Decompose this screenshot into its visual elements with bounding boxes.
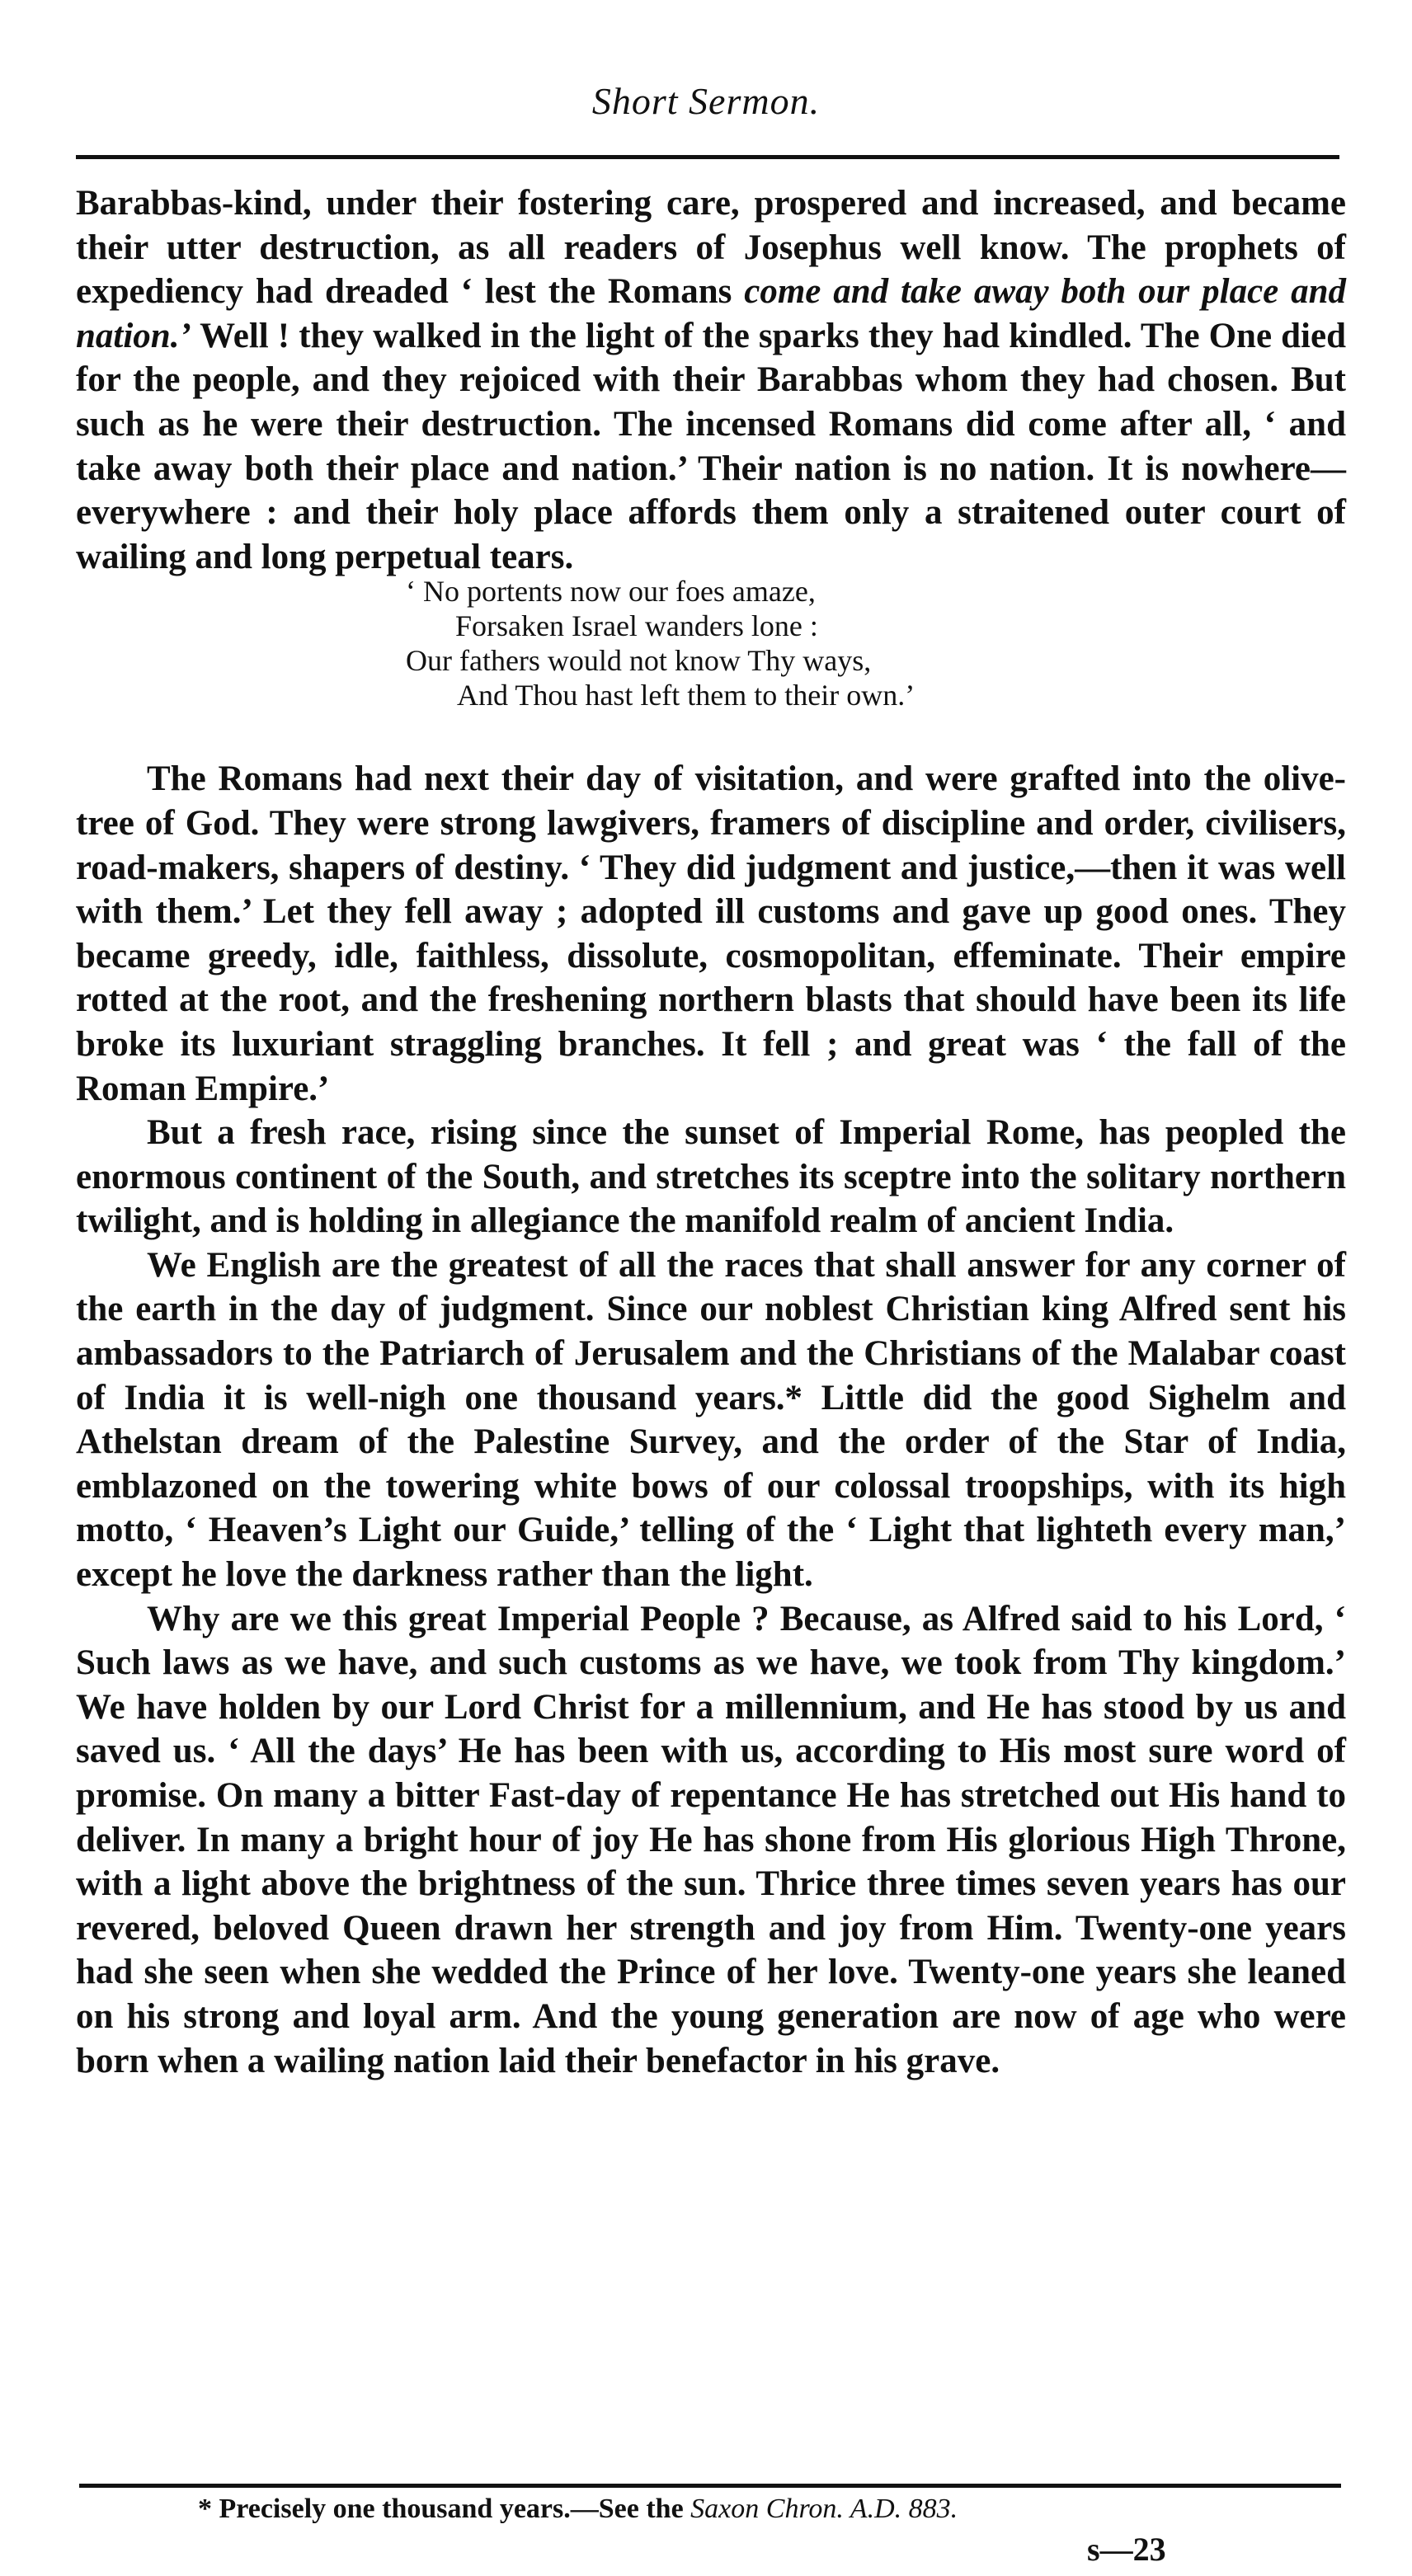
footnote-source: Saxon Chron. A.D. 883. [690,2494,958,2524]
header-rule [76,155,1339,159]
verse-line-3: Our fathers would not know Thy ways, [406,644,872,678]
paragraph-1-continued: Well ! they walked in the light of the sparks they had kindled. The One died for the people, and they rejoiced with their Barabbas whom they had chosen. But such as he were their destruction. The incensed Romans did come after all, ‘ and take away both their place and nation.’ Their nation is no nation. It is nowhere—everywhere : and their holy place affords them only a straitened outer court of wailing and long perpetual tears. [76,316,1346,576]
paragraph-1-italic: come and take away both our place and nation.’ [76,272,1346,355]
paragraph-1-text: Barabbas-kind, under their fostering care, prospered and increased, and became their utter destruction, as all readers of Josephus well know. The prophets of expediency had dreaded ‘ lest the Romans [76,184,1346,312]
verse-line-1: ‘ No portents now our foes amaze, [406,575,816,609]
section-gap [76,712,1346,757]
paragraph-3: But a fresh race, rising since the sunset of Imperial Rome, has peopled the enormous continent of the South, and stretches its sceptre into the solitary northern twilight, and is holding in allegiance the manifold realm of ancient India. [76,1113,1346,1241]
paragraph-5: Why are we this great Imperial People ? Because, as Alfred said to his Lord, ‘ Such laws as we have, and such customs as we have, we took from Thy kingdom.’ We have holden by our Lord Christ for a millennium, and He has stood by us and saved us. ‘ All the days’ He has been with us, according to His most sure word of promise. On many a bitter Fast-day of repentance He has stretched out His hand to deliver. In many a bright hour of joy He has shone from His glorious High Throne, with a light above the brightness of the sun. Thrice three times seven years has our revered, beloved Queen drawn her strength and joy from Him. Twenty-one years had she seen when she wedded the Prince of her love. Twenty-one years she leaned on his strong and loyal arm. And the young generation are now of age who were born when a wailing nation laid their benefactor in his grave. [76,1599,1346,2080]
verse-line-4: And Thou hast left them to their own.’ [457,679,915,712]
paragraph-1 [76,181,1346,579]
verse-line-2: Forsaken Israel wanders lone : [455,609,818,643]
printer-signature: s—23 [1087,2531,1166,2568]
page-body [76,181,1346,2083]
verse-quotation [406,574,1346,712]
running-title: Short Sermon. [591,80,821,122]
footnote-text: * Precisely one thousand years.—See the [198,2494,684,2524]
footnote [198,2494,958,2525]
paragraph-4: We English are the greatest of all the races that shall answer for any corner of the earth in the day of judgment. Since our noblest Christian king Alfred sent his ambassadors to the Patriarch of Jerusalem and the Christians of the Malabar coast of India it is well-nigh one thousand years.* Little did the good Sighelm and Athelstan dream of the Palestine Survey, and the order of the Star of India, emblazoned on the towering white bows of our colossal troopships, with its high motto, ‘ Heaven’s Light our Guide,’ telling of the ‘ Light that lighteth every man,’ except he love the darkness rather than the light. [76,1245,1346,1595]
footnote-rule [79,2484,1341,2488]
paragraph-2: The Romans had next their day of visitation, and were grafted into the olive-tree of God. They were strong lawgivers, framers of discipline and order, civilisers, road-makers, shapers of destiny. ‘ They did judgment and justice,—then it was well with them.’ Let they fell away ; adopted ill customs and gave up good ones. They became greedy, idle, faithless, dissolute, cosmopolitan, effeminate. Their empire rotted at the root, and the freshening northern blasts that should have been its life broke its luxuriant straggling branches. It fell ; and great was ‘ the fall of the Roman Empire.’ [76,759,1346,1108]
